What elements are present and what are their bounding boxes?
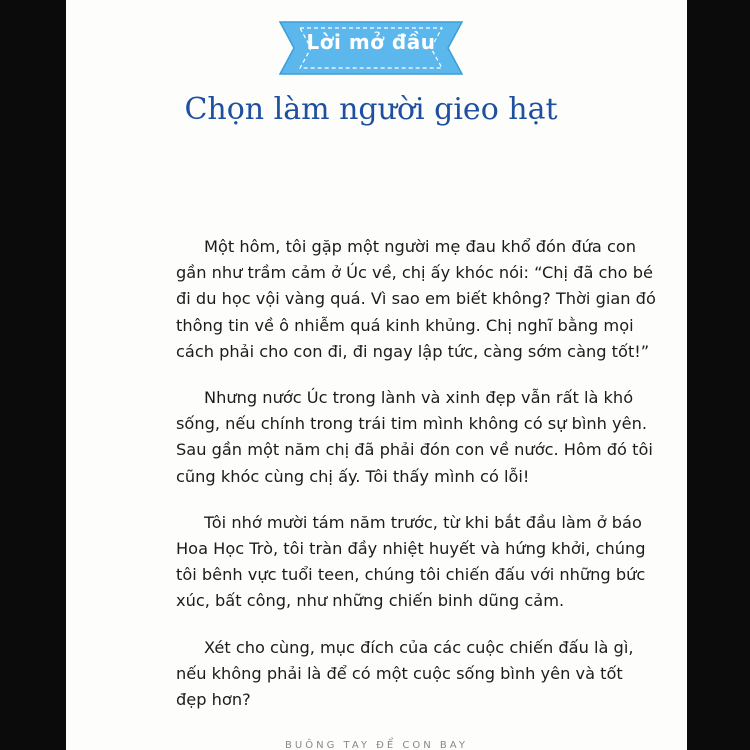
chapter-banner bbox=[278, 18, 464, 78]
book-page bbox=[66, 0, 687, 750]
banner-label: Lời mở đầu bbox=[306, 30, 436, 54]
body-text bbox=[176, 234, 676, 733]
running-footer: BUÔNG TAY ĐỂ CON BAY bbox=[285, 740, 468, 750]
paragraph-3: Tôi nhớ mười tám năm trước, từ khi bắt đầu làm ở báo Hoa Học Trò, tôi tràn đầy nhiệt huyết và hứng khởi, chúng tôi bênh vực tuổi teen, chúng tôi chiến đấu với những bức xúc, bất công, như những chiến binh dũng cảm. bbox=[176, 512, 646, 611]
paragraph-1: Một hôm, tôi gặp một người mẹ đau khổ đón đứa con gần như trầm cảm ở Úc về, chị ấy khóc nói: “Chị đã cho bé đi du học vội vàng quá. Vì sao em biết không? Thời gian đó thông tin về ô nhiễm quá kinh khủng. Chị nghĩ bằng mọi cách phải cho con đi, đi ngay lập tức, càng sớm càng tốt!” bbox=[176, 237, 656, 361]
paragraph-2: Nhưng nước Úc trong lành và xinh đẹp vẫn rất là khó sống, nếu chính trong trái tim mình không có sự bình yên. Sau gần một năm chị đã phải đón con về nước. Hôm đó tôi cũng khóc cùng chị ấy. Tôi thấy mình có lỗi! bbox=[176, 388, 653, 486]
paragraph-4: Xét cho cùng, mục đích của các cuộc chiến đấu là gì, nếu không phải là để có một cuộc sống bình yên và tốt đẹp hơn? bbox=[176, 637, 634, 710]
chapter-title: Chọn làm người gieo hạt bbox=[184, 92, 558, 127]
